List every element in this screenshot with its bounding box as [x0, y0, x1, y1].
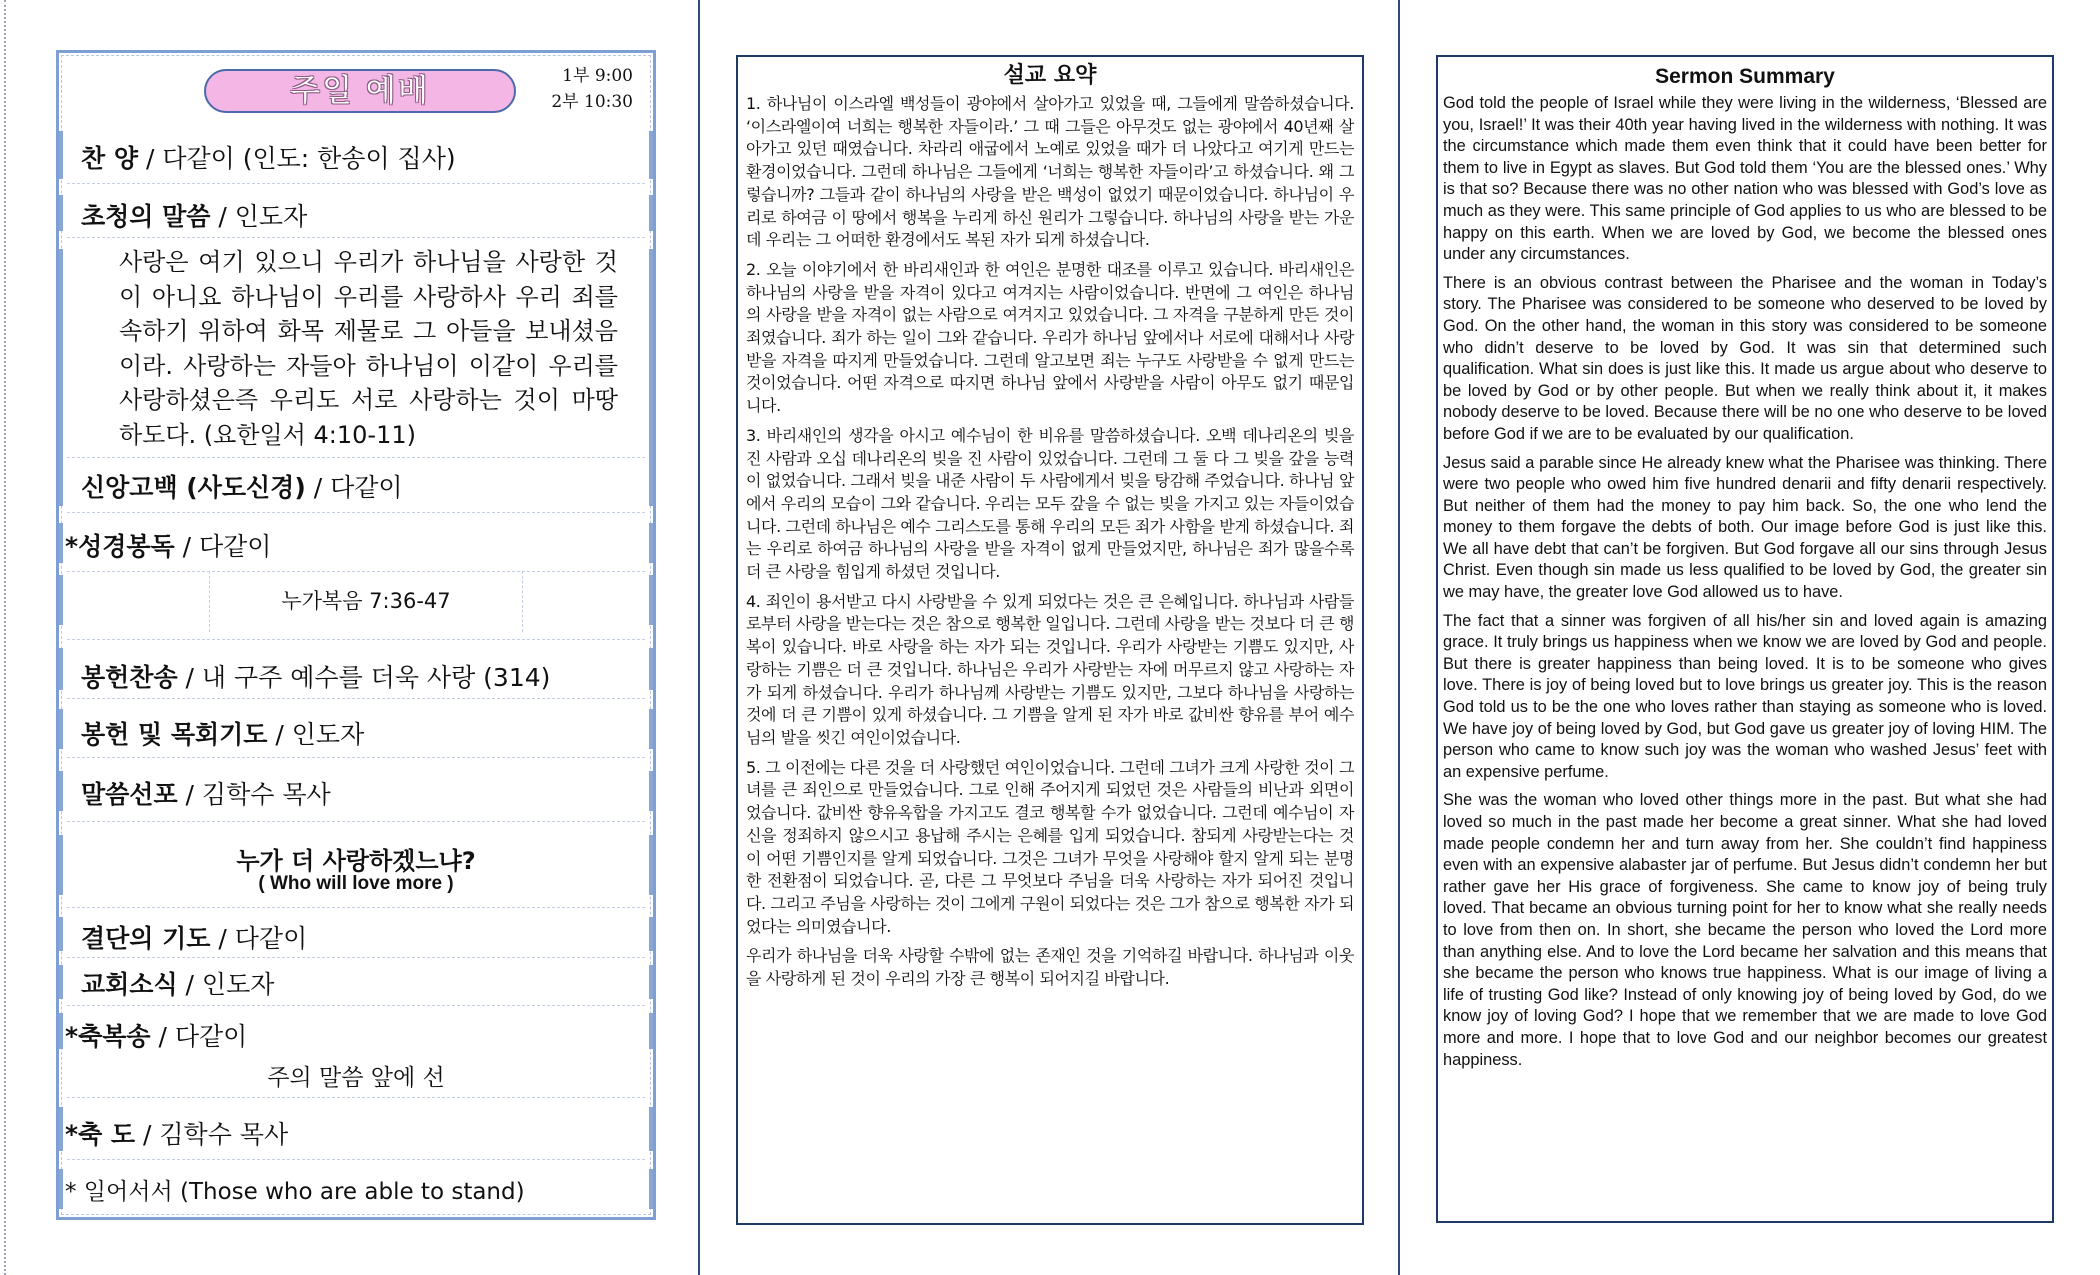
- order-label: 봉헌찬송: [81, 663, 178, 692]
- korean-summary-paragraph: 4. 죄인이 용서받고 다시 사랑받을 수 있게 되었다는 것은 큰 은혜입니다. 하나님과 사람들로부터 사랑을 받는다는 것은 참으로 행복한 일입니다. 그런데 사랑을 받는 것보다 더 큰 행복이 있습니다. 바로 사랑을 하는 자가 되는 것입니다. 우리가 사랑받는 기쁨도 있지만, 사랑하는 기쁨은 더 큰 것입니다. 하나님은 우리가 사랑받는 자에 머무르지 않고 사랑하는 자가 되게 하셨습니다. 우리가 하나님께 사랑받는 기쁨도 있지만, 그보다 하나님을 사랑하는 것에 더 큰 기쁨이 있게 하셨습니다. 그 기쁨을 알게 된 자가 바로 값비싼 향유를 부어 예수님의 발을 씻긴 여인이었습니다.: [746, 591, 1354, 747]
- order-row-offering-hymn: [67, 639, 645, 699]
- scripture-reference: 누가복음 7:36-47: [209, 571, 523, 632]
- order-detail: / 다같이 (인도: 한송이 집사): [138, 144, 456, 173]
- order-label: *성경봉독: [65, 532, 175, 561]
- order-label: *축복송: [65, 1022, 151, 1051]
- english-summary-paragraph: There is an obvious contrast between the Pharisee and the woman in Today’s story. The Pharisee was considered to be someone who deserved to be loved by God. On the other hand, the woman in this story was considered to be someone who didn’t deserve to be loved by God. It was sin that determined such qualification. What sin does is just like this. It made us argue about who deserve to be loved by God or by other people. But when we really think about it, it makes nobody deserve to be loved. Because there will be no one who deserve to be loved before God if we are to be evaluated by our qualification.: [1443, 273, 2047, 443]
- first-service-time: 1부 9:00: [562, 66, 633, 86]
- order-row-news: [67, 959, 645, 1006]
- blessing-hymn-title-row: [67, 1055, 645, 1098]
- sermon-title-block: [67, 825, 645, 908]
- column-divider: [698, 0, 700, 1275]
- order-detail: / 다같이: [174, 532, 272, 561]
- order-row-praise: [67, 125, 645, 184]
- order-detail: / 다같이: [305, 473, 403, 502]
- order-label: 말씀선포: [81, 780, 178, 809]
- order-detail: / 인도자: [177, 970, 275, 999]
- english-summary-paragraph: God told the people of Israel while they were living in the wilderness, ‘Blessed are you, Israel!’ It was their 40th year having lived in the wilderness with nothing. It was the circumstance which made them even think that it could have been better for them to live in Egypt as slaves. But God told them ‘You are the blessed ones.’ Why is that so? Because there was no other nation who was blessed with God’s love as much as they were. This same principle of God applies to us who are blessed to be happy on this earth. When we are loved by God, we become the blessed ones under any circumstances.: [1443, 94, 2047, 264]
- left-dotted-guide: [4, 0, 6, 1275]
- english-summary-paragraph: She was the woman who loved other things more in the past. But what she had loved so much in the past made her become a great sinner. What she had loved made people condemn her and turn away from her. She couldn’t find happiness even with an expensive alabaster jar of perfume. But Jesus didn’t condemn her but rather gave her His grace of forgiveness. She came to know joy of being truly loved. That became an obvious turning point for her to know what she really needs to love from then on. In short, she became the person who loved the Lord more than anything else. And to love the Lord became her salvation and this means that she became the person who knows true happiness. What is our image of living a life of trusting God like? Instead of only knowing joy of being loved by God, do we know joy of loving God? I hope that we remember that we are made to love God more and more. I hope that to love God and our neighbor becomes our greatest happiness.: [1443, 791, 2047, 1069]
- order-detail: / 내 구주 예수를 더욱 사랑 (314): [177, 663, 551, 692]
- service-times: [551, 63, 633, 115]
- order-detail: / 인도자: [267, 720, 365, 749]
- korean-summary-paragraph: 1. 하나님이 이스라엘 백성들이 광야에서 살아가고 있었을 때, 그들에게 말씀하셨습니다. ‘이스라엘이여 너희는 행복한 자들이라.’ 그 때 그들은 아무것도 없는 광야에서 40년째 살아가고 있던 때였습니다. 차라리 애굽에서 노예로 있었을 때가 더 나았다고 여기게 만드는 환경이었습니다. 그런데 하나님은 그들에게 ‘너희는 행복한 자들이라’고 하셨습니다. 왜 그렇습니까? 그들과 같이 하나님의 사랑을 받은 백성이 없었기 때문이었습니다. 하나님이 우리로 하여금 이 땅에서 행복을 누리게 하신 원리가 그렇습니다. 하나님의 사랑을 받는 가운데 우리는 그 어떠한 환경에서도 복된 자가 되게 하셨습니다.: [746, 94, 1354, 250]
- order-row-benediction: [67, 1099, 645, 1160]
- english-summary-paragraph: Jesus said a parable since He already knew what the Pharisee was thinking. There were two people who owed him five hundred denarii and fifty denarii respectively. But neither of them had the money to pay him back. So, the one who lend the money to them forgave the debts of both. Our image before God is just like this. We all have debt that can’t be forgiven. But God forgave all our sins through Jesus Christ. Even though sin made us less qualified to be loved by God, the greater sin we may have, the greater love God allowed us to have.: [1443, 453, 2047, 602]
- korean-summary-paragraph: 3. 바리새인의 생각을 아시고 예수님이 한 비유를 말씀하셨습니다. 오백 데나리온의 빚을 진 사람과 오십 데나리온의 빚을 진 사람이 있었습니다. 그런데 그 둘 다 그 빚을 갚을 능력이 없었습니다. 그래서 빚을 내준 사람이 두 사람에게서 빚을 탕감해 주었습니다. 하나님 앞에서 우리의 모습이 그와 같습니다. 우리는 모두 갚을 수 없는 빚을 가지고 있는 자들이었습니다. 그런데 하나님은 예수 그리스도를 통해 우리의 모든 죄가 사함을 받게 하셨습니다. 죄는 우리로 하여금 하나님의 사랑을 받을 자격이 없게 만들었지만, 하나님은 죄가 많을수록 더 큰 사랑을 힘입게 하셨던 것입니다.: [746, 425, 1354, 582]
- worship-title: 주일 예배: [204, 69, 516, 113]
- order-detail: / 김학수 목사: [135, 1120, 289, 1149]
- order-row-resolution: [67, 911, 645, 958]
- stand-note-row: [67, 1163, 645, 1213]
- english-summary-paragraph: The fact that a sinner was forgiven of all his/her sin and loved again is amazing grace. It truly brings us happiness when we know we are loved by God and people. But there is greater happiness than being loved. It is to be someone who gives love. There is joy of being loved but to love brings us greater joy. This is the reason God told us to be the one who loves rather than staying as someone who is loved. We have joy of being loved by God, but God gave us greater joy of loving HIM. The person who came to know such joy was the woman who washed Jesus’ feet with an expensive perfume.: [1443, 611, 2047, 781]
- stand-note: * 일어서서 (Those who are able to stand): [65, 1179, 525, 1205]
- sermon-title-english: ( Who will love more ): [258, 873, 454, 894]
- order-label: 교회소식: [81, 970, 178, 999]
- korean-summary-paragraph: 5. 그 이전에는 다른 것을 더 사랑했던 여인이었습니다. 그런데 그녀가 크게 사랑한 것이 그녀를 큰 죄인으로 만들었습니다. 그로 인해 주어지게 되었던 것은 사람들의 비난과 외면이었습니다. 값비싼 향유옥합을 가지고도 결코 행복할 수가 없었습니다. 그런데 예수님이 자신을 정죄하지 않으시고 용납해 주시는 은혜를 입게 되었습니다. 참되게 사랑받는다는 것이 어떤 기쁨인지를 알게 되었습니다. 그것은 그녀가 무엇을 사랑해야 할지 알게 되는 분명한 전환점이 되었습니다. 곧, 다른 그 무엇보다 주님을 더욱 사랑하는 자가 되어진 것입니다. 그리고 주님을 사랑하는 것이 그에게 구원이 되었다는 것은 그가 참으로 행복한 자가 되었다는 의미였습니다.: [746, 757, 1354, 936]
- korean-summary-panel: [736, 55, 1364, 1225]
- order-row-sermon: [67, 761, 645, 822]
- worship-order-panel: [56, 50, 656, 1220]
- order-row-offering-prayer: [67, 701, 645, 758]
- english-summary-panel: [1436, 55, 2054, 1223]
- korean-summary-paragraph: 우리가 하나님을 더욱 사랑할 수밖에 없는 존재인 것을 기억하길 바랍니다. 하나님과 이웃을 사랑하게 된 것이 우리의 가장 큰 행복이 되어지길 바랍니다.: [746, 946, 1354, 989]
- order-label: *축 도: [65, 1120, 136, 1149]
- order-row-creed: [67, 457, 645, 513]
- order-row-invitation: [67, 187, 645, 238]
- order-label: 봉헌 및 목회기도: [81, 720, 268, 749]
- order-label: 결단의 기도: [81, 924, 211, 953]
- order-row-blessing-hymn: [67, 1007, 645, 1055]
- invitation-verse: 사랑은 여기 있으니 우리가 하나님을 사랑한 것이 아니요 하나님이 우리를 사랑하사 우리 죄를 속하기 위하여 화목 제물로 그 아들을 보내셨음이라. 사랑하는 자들아 하나님이 이같이 우리를 사랑하셨은즉 우리도 서로 사랑하는 것이 마땅하도다. (요한일서 4:10-11): [119, 248, 618, 449]
- column-divider: [1398, 0, 1400, 1275]
- order-label: 찬 양: [81, 144, 139, 173]
- order-detail: / 다같이: [150, 1022, 248, 1051]
- korean-summary-paragraph: 2. 오늘 이야기에서 한 바리새인과 한 여인은 분명한 대조를 이루고 있습니다. 바리새인은 하나님의 사랑을 받을 자격이 있다고 여겨지는 사람이었습니다. 반면에 그 여인은 하나님의 사랑을 받을 자격이 없는 사람으로 여겨지고 있었습니다. 그 자격을 구분하게 만든 것이 죄였습니다. 죄가 하는 일이 그와 같습니다. 우리가 하나님 앞에서나 서로에 대해서나 사랑받을 자격을 따지게 만들었습니다. 그런데 알고보면 죄는 누구도 사랑받을 수 없게 만드는 것이었습니다. 어떤 자격으로 따지면 하나님 앞에서 사랑받을 사람이 아무도 없기 때문입니다.: [746, 259, 1354, 416]
- order-row-reading: [67, 515, 645, 572]
- order-label: 초청의 말씀: [81, 202, 211, 231]
- second-service-time: 2부 10:30: [551, 92, 633, 112]
- order-label: 신앙고백 (사도신경): [81, 473, 306, 502]
- korean-summary-heading: 설교 요약: [1003, 63, 1097, 88]
- blessing-hymn-title: 주의 말씀 앞에 선: [267, 1065, 445, 1091]
- order-detail: / 인도자: [210, 202, 308, 231]
- english-summary-heading: Sermon Summary: [1655, 65, 1835, 88]
- sermon-title-korean: 누가 더 사랑하겠느냐?: [236, 847, 476, 875]
- order-detail: / 다같이: [210, 924, 308, 953]
- order-detail: / 김학수 목사: [177, 780, 331, 809]
